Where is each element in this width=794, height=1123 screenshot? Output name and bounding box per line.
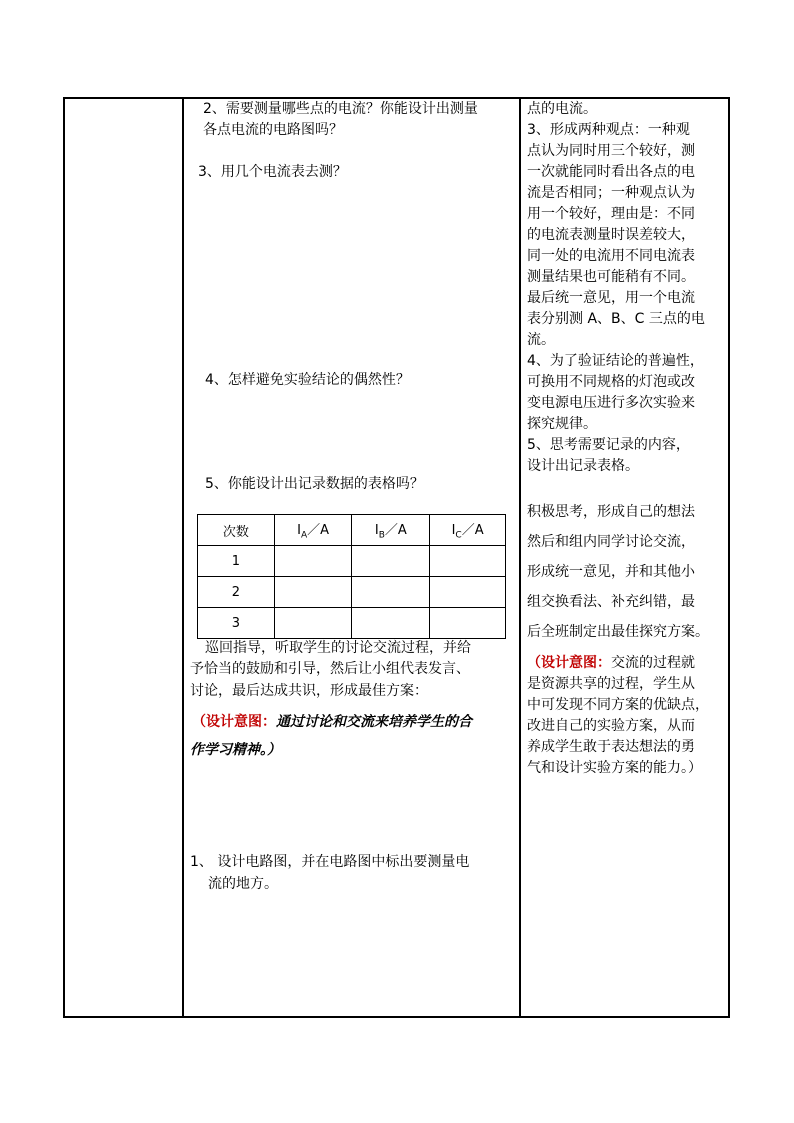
intent-line: 是资源共享的过程，学生从 [527,676,695,692]
response-line: 设计出记录表格。 [527,458,639,474]
question-2-line2: 各点电流的电路图吗？ [203,122,343,138]
discussion-line: 后全班制定出最佳探究方案。 [527,624,709,640]
column-divider-left [182,99,184,1016]
response-line: 5、思考需要记录的内容， [527,437,690,453]
guidance-line2: 予恰当的鼓励和引导，然后让小组代表发言、 [190,661,470,677]
column-divider-right [519,99,521,1016]
student-responses [527,99,727,477]
table-cell [352,608,430,639]
discussion-line: 积极思考，形成自己的想法 [527,504,695,520]
response-line: 流是否相同；一种观点认为 [527,185,695,201]
response-line: 探究规律。 [527,416,597,432]
student-activity-column [527,99,727,779]
discussion-line: 形成统一意见，并和其他小 [527,564,695,580]
response-line: 点的电流。 [527,101,597,117]
right-design-intent-body [527,674,727,779]
header-ib: $I_B/A$ [352,515,430,546]
header-ia: $I_A/A$ [274,515,352,546]
response-line: 测量结果也可能稍有不同。 [527,269,695,285]
design-intent-line2: 作学习精神。） [190,742,281,758]
table-cell [274,546,352,577]
right-design-intent-label: 设计意图： [541,655,611,671]
response-line: 变电源电压进行多次实验来 [527,395,695,411]
table-cell [430,546,506,577]
guidance-line3: 讨论，最后达成共识，形成最佳方案： [190,683,428,699]
table-cell [352,546,430,577]
header-ic: $I_C/A$ [430,515,506,546]
discussion-line: 组交换看法、补充纠错，最 [527,594,695,610]
response-line: 点认为同时用三个较好，测 [527,143,695,159]
response-line: 3、形成两种观点：一种观 [527,122,690,138]
question-4: 4、怎样避免实验结论的偶然性？ [205,372,410,388]
task-1-line2: 流的地方。 [208,876,278,892]
discussion-line: 然后和组内同学讨论交流， [527,534,695,550]
header-count: 次数 [198,515,275,546]
question-3: 3、用几个电流表去测？ [198,164,347,180]
table-cell [430,608,506,639]
question-2-line1: 2、需要测量哪些点的电流？你能设计出测量 [203,101,478,117]
intent-line: 气和设计实验方案的能力。） [527,760,702,776]
table-header-row [198,515,506,546]
intent-line: 中可发现不同方案的优缺点， [527,697,709,713]
right-design-intent-line1: （设计意图：交流的过程就 [527,655,695,671]
intent-line: 改进自己的实验方案，从而 [527,718,695,734]
response-line: 同一处的电流用不同电流表 [527,248,695,264]
task-1-line1: 1、 设计电路图，并在电路图中标出要测量电 [190,854,470,870]
design-intent-label: 设计意图： [206,714,276,730]
row-number: 3 [198,608,275,639]
row-number: 2 [198,577,275,608]
response-line: 表分别测 A、B、C 三点的电 [527,311,705,327]
table-row [198,608,506,639]
response-line: 可换用不同规格的灯泡或改 [527,374,695,390]
guidance-line1: 巡回指导，听取学生的讨论交流过程，并给 [205,640,471,656]
table-cell [352,577,430,608]
table-cell [274,577,352,608]
response-line: 的电流表测量时误差较大， [527,227,695,243]
response-line: 流。 [527,332,555,348]
row-number: 1 [198,546,275,577]
response-line: 4、为了验证结论的普遍性， [527,353,704,369]
record-table [197,514,506,639]
question-5: 5、你能设计出记录数据的表格吗？ [205,476,424,492]
student-discussion [527,497,727,647]
table-row [198,546,506,577]
table-cell [274,608,352,639]
table-cell [430,577,506,608]
table-row [198,577,506,608]
response-line: 用一个较好，理由是：不同 [527,206,695,222]
intent-line: 养成学生敢于表达想法的勇 [527,739,695,755]
response-line: 一次就能同时看出各点的电 [527,164,695,180]
response-line: 最后统一意见，用一个电流 [527,290,695,306]
design-intent-line1: （设计意图：通过讨论和交流来培养学生的合 [192,714,472,730]
